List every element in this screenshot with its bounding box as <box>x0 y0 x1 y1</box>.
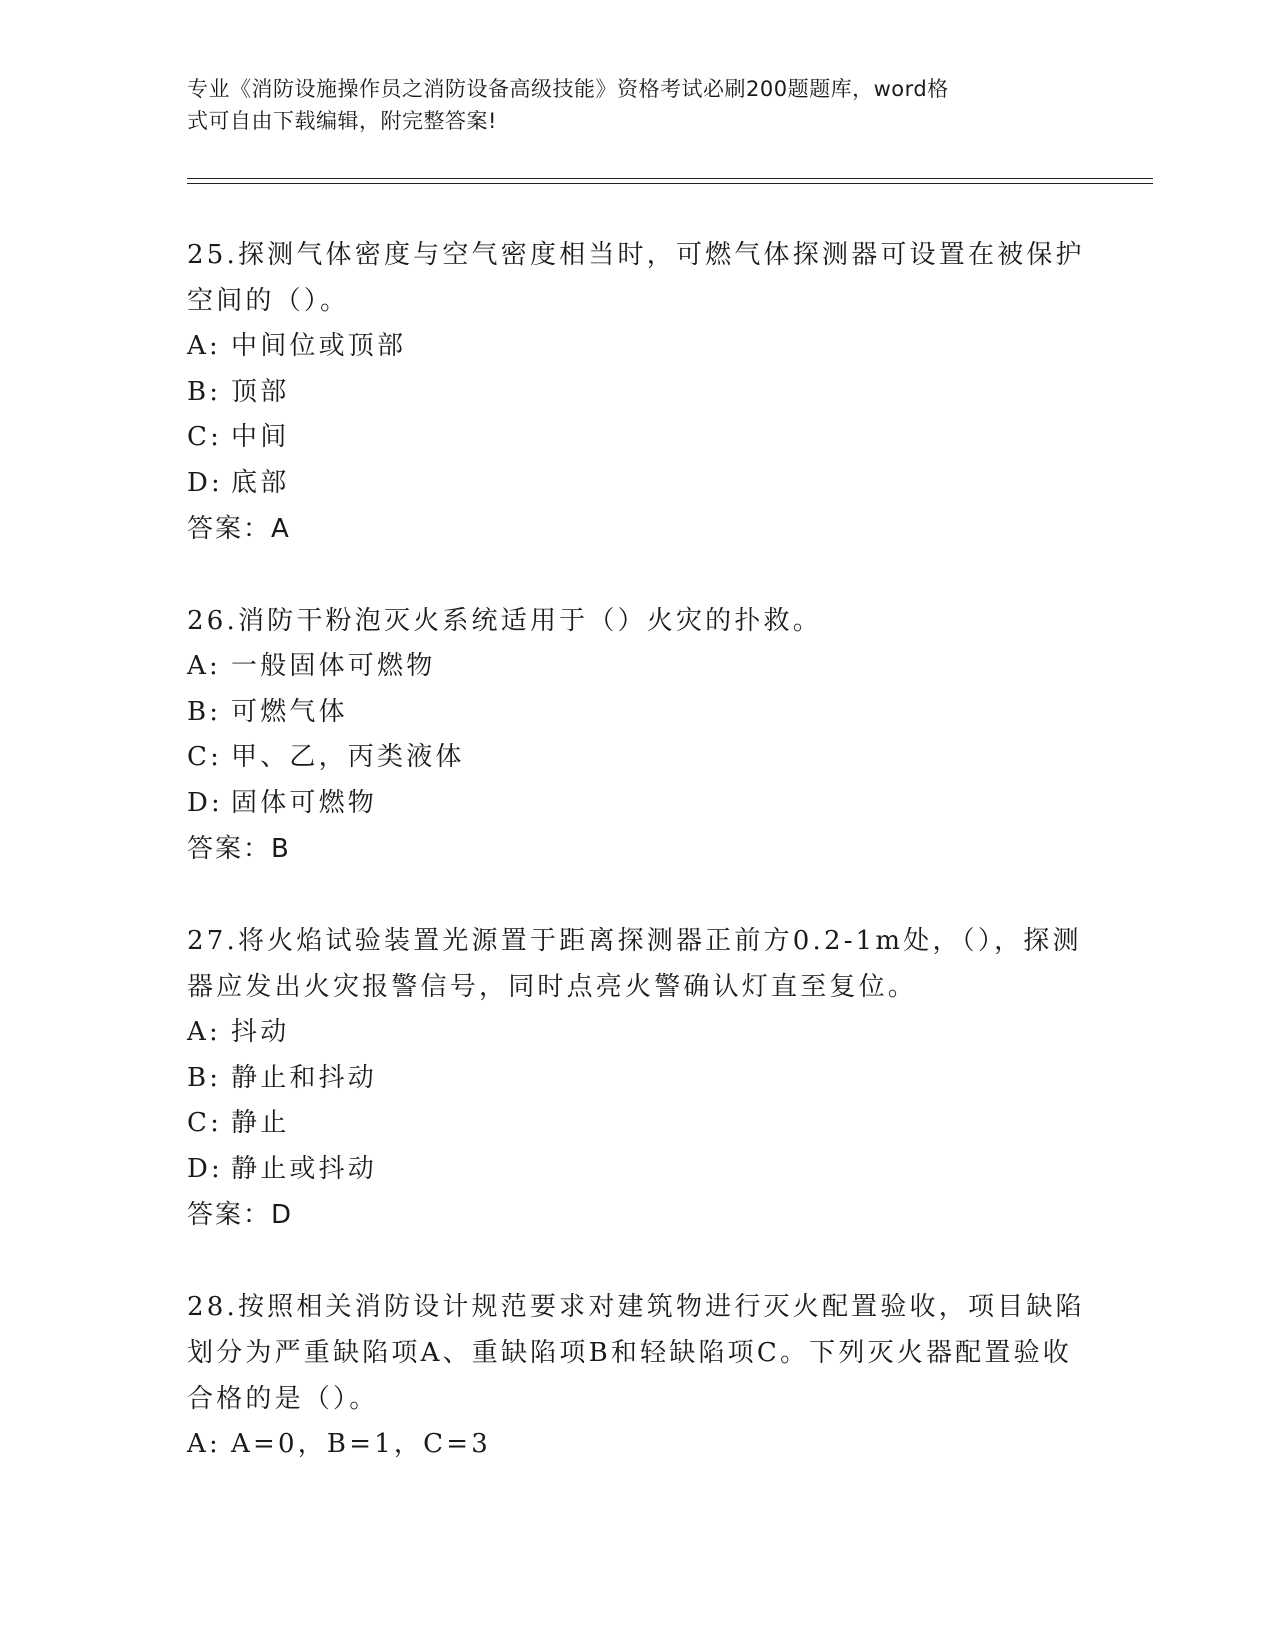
option-d <box>187 461 1087 507</box>
option-key: D: <box>187 1153 224 1184</box>
answer-line: 答案：D <box>187 1200 294 1230</box>
option-text: 固体可燃物 <box>231 787 378 818</box>
option-b <box>187 690 1087 736</box>
option-key: B: <box>187 376 222 407</box>
option-key: D: <box>187 787 224 818</box>
option-a <box>187 324 1087 370</box>
option-text: 静止或抖动 <box>231 1153 378 1184</box>
option-key: A: <box>187 1429 221 1459</box>
option-text: A=0，B=1，C=3 <box>231 1429 491 1459</box>
option-text: 一般固体可燃物 <box>231 651 436 681</box>
option-text: 中间位或顶部 <box>231 331 407 361</box>
option-b <box>187 370 1087 416</box>
header-title-line-1: 专业《消防设施操作员之消防设备高级技能》资格考试必刷200题题库，word格 <box>187 77 949 101</box>
option-key: C: <box>187 1108 223 1138</box>
option-d <box>187 1147 1087 1193</box>
option-a <box>187 1422 1087 1468</box>
option-a <box>187 644 1087 690</box>
option-key: A: <box>187 331 221 361</box>
option-key: B: <box>187 1062 222 1093</box>
header-divider-top <box>187 178 1153 179</box>
answer-line: 答案：A <box>187 514 291 544</box>
question-26 <box>187 598 1087 872</box>
option-key: A: <box>187 651 221 681</box>
option-key: B: <box>187 696 222 727</box>
header-divider-bottom <box>187 183 1153 184</box>
option-c <box>187 735 1087 781</box>
option-text: 静止和抖动 <box>231 1062 378 1093</box>
option-key: C: <box>187 422 223 452</box>
header-title-line-2: 式可自由下载编辑，附完整答案! <box>187 109 497 133</box>
question-stem: 27.将火焰试验装置光源置于距离探测器正前方0.2-1m处，（），探测器应发出火灾报警信号，同时点亮火警确认灯直至复位。 <box>187 926 1082 1002</box>
option-text: 可燃气体 <box>231 696 348 727</box>
answer-line: 答案：B <box>187 834 291 864</box>
option-c <box>187 415 1087 461</box>
option-text: 顶部 <box>231 376 290 407</box>
question-27 <box>187 918 1087 1238</box>
option-text: 底部 <box>231 467 290 498</box>
option-key: C: <box>187 742 223 772</box>
option-b <box>187 1056 1087 1102</box>
option-text: 抖动 <box>231 1017 290 1047</box>
option-text: 静止 <box>231 1108 290 1138</box>
question-stem: 25.探测气体密度与空气密度相当时，可燃气体探测器可设置在被保护空间的（）。 <box>187 240 1085 316</box>
document-header <box>187 73 1067 137</box>
question-list <box>187 232 1087 1514</box>
option-c <box>187 1101 1087 1147</box>
option-key: A: <box>187 1017 221 1047</box>
option-a <box>187 1010 1087 1056</box>
question-stem: 26.消防干粉泡灭火系统适用于（）火灾的扑救。 <box>187 606 822 636</box>
option-d <box>187 781 1087 827</box>
option-text: 甲、乙，丙类液体 <box>231 742 465 772</box>
option-text: 中间 <box>231 422 290 452</box>
option-key: D: <box>187 467 224 498</box>
question-28 <box>187 1284 1087 1468</box>
question-stem: 28.按照相关消防设计规范要求对建筑物进行灭火配置验收，项目缺陷划分为严重缺陷项A、重缺陷项B和轻缺陷项C。下列灭火器配置验收合格的是（）。 <box>187 1292 1085 1414</box>
question-25 <box>187 232 1087 552</box>
